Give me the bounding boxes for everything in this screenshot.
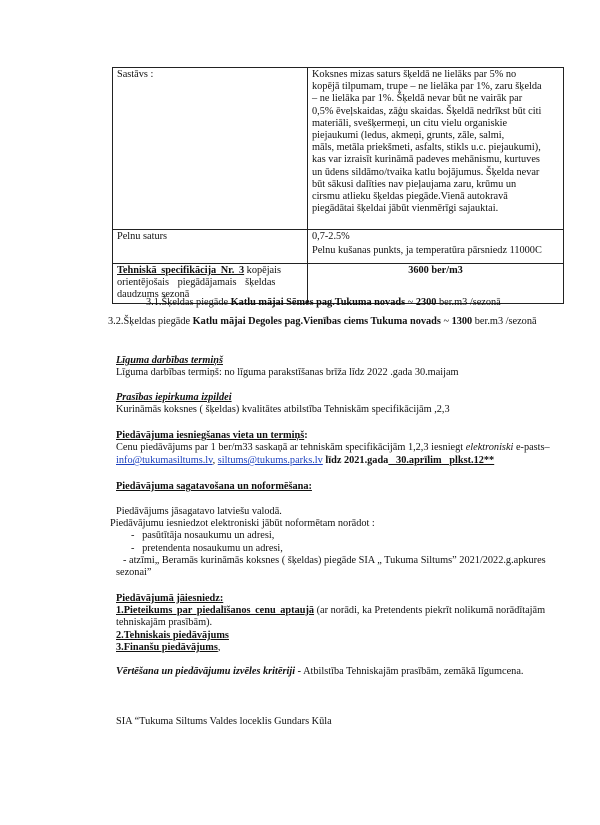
delivery-location: Katlu mājai Sēmes pag.Tukuma novads bbox=[230, 297, 406, 308]
signature-line: SIA “Tukuma Siltums Valdes loceklis Gundars Kūla bbox=[116, 716, 332, 727]
contents-item1-cont: tehniskajām prasībām). bbox=[116, 617, 213, 628]
table-row-composition bbox=[113, 68, 564, 230]
spec3-label-line3: daudzums sezonā bbox=[117, 289, 190, 301]
composition-label: Sastāvs : bbox=[113, 68, 308, 230]
composition-line: cirsmu atlieku šķeldas piegāde.Vienā autokravā bbox=[312, 191, 508, 203]
preparation-line1: Piedāvājums jāsagatavo latviešu valodā. bbox=[116, 506, 282, 517]
composition-line: materiāli, svešķermeņi, un citu vielu organiskie bbox=[312, 117, 508, 129]
composition-line: piejaukumi (ledus, akmeņi, grunts, zāle, salmi, bbox=[312, 130, 505, 142]
delivery-amount: 1300 bbox=[451, 316, 473, 327]
contents-item1-title: 1.Pieteikums par piedalīšanos cenu aptaujā bbox=[116, 605, 315, 616]
delivery-sep: ~ bbox=[440, 316, 452, 327]
delivery-prefix: 3.1.Šķeldas piegāde bbox=[146, 297, 231, 308]
spec3-label-rest: kopējais bbox=[244, 265, 281, 276]
email-link-siltums[interactable]: siltums@tukums.parks.lv bbox=[217, 455, 323, 466]
contract-term-text: Līguma darbības termiņš: no līguma parakstīšanas brīža līdz 2022 .gada 30.maijam bbox=[116, 367, 459, 378]
composition-line: – ne lielāka par 1%. Šķeldā nevar būt ne vairāk par bbox=[312, 93, 523, 105]
ash-label: Pelnu saturs bbox=[113, 230, 308, 264]
submission-electronic: elektroniski bbox=[465, 442, 514, 453]
delivery-amount: 2300 bbox=[415, 297, 437, 308]
composition-line: būt sākusi dalīties nav pieļaujama zaru, krūmu un bbox=[312, 178, 517, 190]
deadline-a: līdz 2021.gada bbox=[322, 455, 389, 466]
preparation-bullet3-cont: sezonai” bbox=[116, 567, 152, 578]
composition-line: māls, metāla priekšmeti, asfalts, stikls u.c. piejaukumi), bbox=[312, 142, 541, 154]
spec3-label-line2: orientējošais piegādājamais šķeldas bbox=[117, 277, 276, 289]
delivery-sep: ~ bbox=[405, 297, 416, 308]
submission-line2: info@tukumasiltums.lv, siltums@tukums.parks.lv līdz 2021.gada 30.aprīlim plkst.12** bbox=[116, 455, 495, 466]
contract-term-heading: Līguma darbības termiņš bbox=[116, 355, 223, 366]
email-link-info[interactable]: info@tukumasiltums.lv bbox=[116, 455, 213, 466]
composition-line: Koksnes mizas saturs šķeldā ne lielāks par 5% no bbox=[312, 69, 517, 80]
contents-heading: Piedāvājumā jāiesniedz: bbox=[116, 593, 224, 604]
preparation-bullet2: - pretendenta nosaukumu un adresi, bbox=[131, 543, 283, 554]
evaluation-label: Vērtēšana un piedāvājumu izvēles kritēriji - bbox=[116, 666, 302, 677]
contents-item3: 3.Finanšu piedāvājums, bbox=[116, 642, 221, 653]
deadline-date: 30.aprīlim bbox=[388, 455, 442, 466]
table-row-ash bbox=[113, 230, 564, 264]
submission-line1: Cenu piedāvājums par 1 ber/m33 saskaņā ar tehniskām specifikācijām 1,2,3 iesniegt elektroniski e-pasts– bbox=[116, 442, 550, 453]
ash-melting-line: Pelnu kušanas punkts, ja temperatūra pārsniedz 11000C bbox=[312, 245, 542, 257]
preparation-line2: Piedāvājumu iesniedzot elektroniski jābūt noformētam norādot : bbox=[110, 518, 375, 529]
contents-item1: 1.Pieteikums par piedalīšanos cenu aptaujā (ar norādi, ka Pretendents piekrīt nolikumā norādītajām bbox=[116, 605, 546, 616]
composition-line: kopējā tilpumam, trupe – ne lielāka par 1%, zaru šķelda bbox=[312, 81, 542, 93]
ash-value-line: 0,7-2.5% bbox=[312, 231, 350, 242]
specification-table bbox=[112, 67, 564, 304]
preparation-heading: Piedāvājuma sagatavošana un noformēšana: bbox=[116, 481, 312, 492]
composition-line: un ūdens sildāmo/tvaika katlu bojājumus. Šķelda nevar bbox=[312, 166, 540, 178]
composition-line: 0,5% ēveļskaidas, zāģu skaidas. Šķeldā nedrīkst būt citi bbox=[312, 105, 542, 117]
submission-heading-text: Piedāvājuma iesniegšanas vieta un termiņš bbox=[116, 430, 305, 441]
submission-heading: Piedāvājuma iesniegšanas vieta un termiņš: bbox=[116, 430, 308, 441]
composition-value bbox=[308, 68, 564, 230]
composition-line: piegādātai šķeldai jābūt vienmērīgi sajauktai. bbox=[312, 203, 499, 215]
delivery-location: Katlu mājai Degoles pag.Vienības ciems Tukuma novads bbox=[192, 316, 441, 327]
deadline-time: plkst.12** bbox=[441, 455, 495, 466]
spec3-title: Tehniskā specifikācija Nr. 3 bbox=[117, 265, 245, 276]
preparation-bullet1: - pasūtītāja nosaukumu un adresi, bbox=[131, 530, 275, 541]
delivery-line-1 bbox=[146, 297, 501, 309]
delivery-prefix: 3.2.Šķeldas piegāde bbox=[108, 316, 193, 327]
evaluation-text: Atbilstība Tehniskajām prasībām, zemākā līgumcena. bbox=[301, 666, 524, 677]
ash-value bbox=[308, 230, 564, 264]
contents-item2: 2.Tehniskais piedāvājums bbox=[116, 630, 229, 641]
evaluation-line bbox=[116, 666, 523, 678]
delivery-unit: ber.m3 /sezonā bbox=[436, 297, 501, 308]
delivery-unit: ber.m3 /sezonā bbox=[472, 316, 537, 327]
preparation-bullet3: - atzīmi„ Beramās kurināmās koksnes ( šķeldas) piegāde SIA „ Tukuma Siltums” 2021/2022.g.apkures bbox=[123, 555, 546, 566]
delivery-line-2 bbox=[108, 316, 537, 328]
spec3-amount: 3600 ber/m3 bbox=[408, 265, 463, 276]
requirements-heading: Prasības iepirkuma izpildei bbox=[116, 392, 232, 403]
requirements-text: Kurināmās koksnes ( šķeldas) kvalitātes atbilstība Tehniskām specifikācijām ,2,3 bbox=[116, 404, 450, 415]
composition-line: kas var izraisīt kurināmā padeves mehānismu, kurtuves bbox=[312, 154, 540, 166]
